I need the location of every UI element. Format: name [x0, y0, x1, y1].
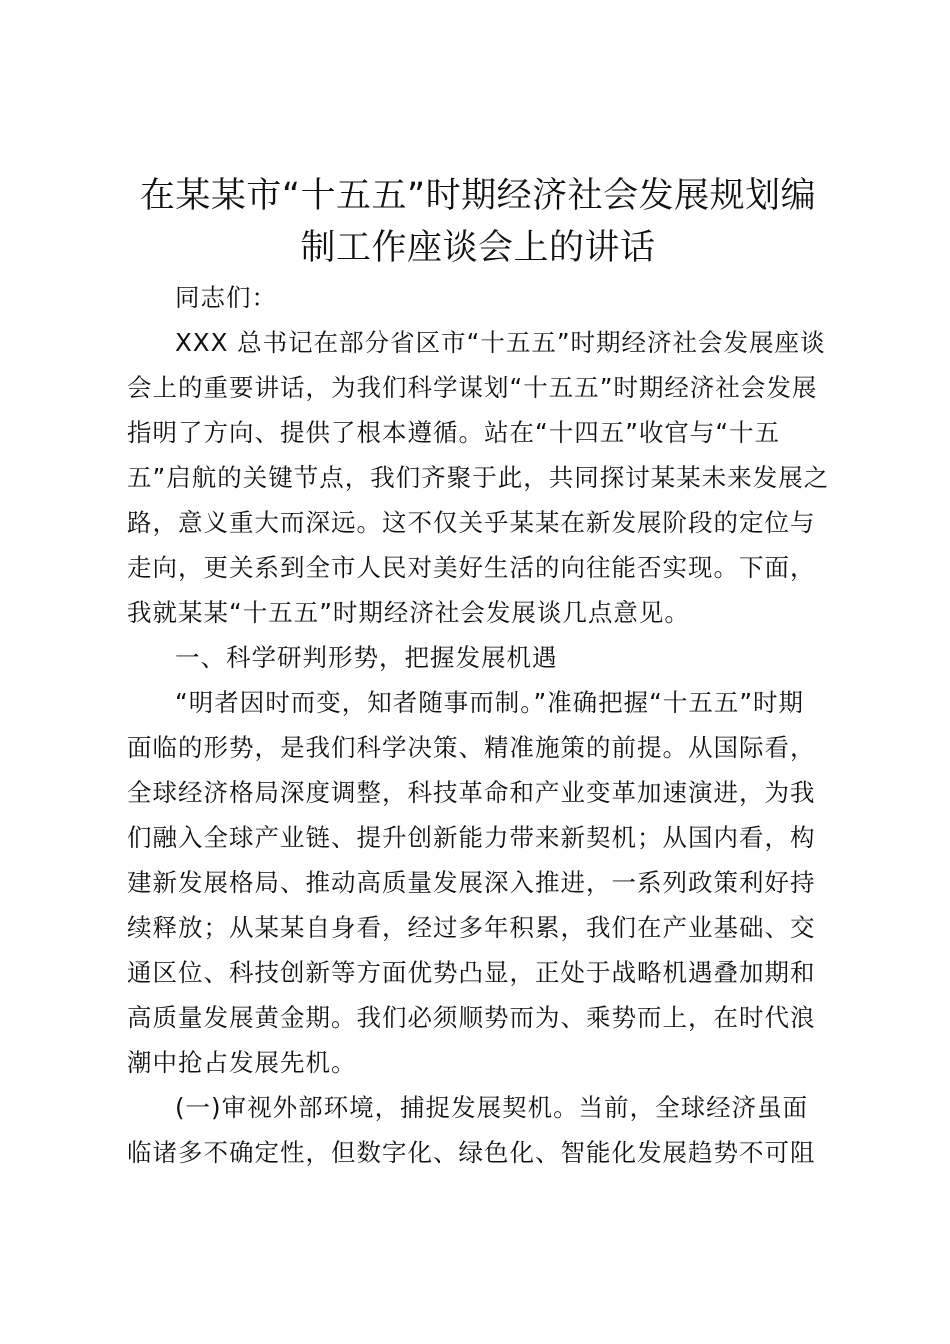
- salutation: 同志们：: [175, 283, 277, 312]
- paragraph-2-line: 全球经济格局深度调整，科技革命和产业变革加速演进，为我: [127, 778, 816, 807]
- paragraph-2-line: 潮中抢占发展先机。: [127, 1048, 357, 1077]
- document-title-line-2: 制工作座谈会上的讲话: [300, 228, 656, 268]
- paragraph-3-line: (一)审视外部环境，捕捉发展契机。当前，全球经济虽面: [175, 1093, 809, 1122]
- paragraph-1-line: XXX 总书记在部分省区市“十五五”时期经济社会发展座谈: [175, 328, 826, 357]
- paragraph-2-line: 面临的形势，是我们科学决策、精准施策的前提。从国际看，: [127, 733, 816, 762]
- paragraph-2-line: 建新发展格局、推动高质量发展深入推进，一系列政策利好持: [127, 868, 816, 897]
- paragraph-2-line: 高质量发展黄金期。我们必须顺势而为、乘势而上，在时代浪: [127, 1003, 816, 1032]
- paragraph-1-line: 走向，更关系到全市人民对美好生活的向往能否实现。下面，: [127, 553, 816, 582]
- paragraph-1-line: 我就某某“十五五”时期经济社会发展谈几点意见。: [127, 598, 690, 627]
- document-title-line-1: 在某某市“十五五”时期经济社会发展规划编: [139, 176, 817, 216]
- paragraph-1-line: 五”启航的关键节点，我们齐聚于此，共同探讨某某未来发展之: [127, 463, 830, 492]
- paragraph-3-line: 临诸多不确定性，但数字化、绿色化、智能化发展趋势不可阻: [127, 1138, 816, 1167]
- paragraph-1-line: 会上的重要讲话，为我们科学谋划“十五五”时期经济社会发展: [127, 373, 818, 402]
- paragraph-2-line: 续释放；从某某自身看，经过多年积累，我们在产业基础、交: [127, 913, 816, 942]
- section-1-heading: 一、科学研判形势，把握发展机遇: [175, 643, 558, 672]
- paragraph-1-line: 路，意义重大而深远。这不仅关乎某某在新发展阶段的定位与: [127, 508, 816, 537]
- paragraph-2-line: 通区位、科技创新等方面优势凸显，正处于战略机遇叠加期和: [127, 958, 816, 987]
- paragraph-2-line: 们融入全球产业链、提升创新能力带来新契机；从国内看，构: [127, 823, 816, 852]
- paragraph-2-line: “明者因时而变，知者随事而制。”准确把握“十五五”时期: [175, 688, 805, 717]
- paragraph-1-line: 指明了方向、提供了根本遵循。站在“十四五”收官与“十五: [127, 418, 781, 447]
